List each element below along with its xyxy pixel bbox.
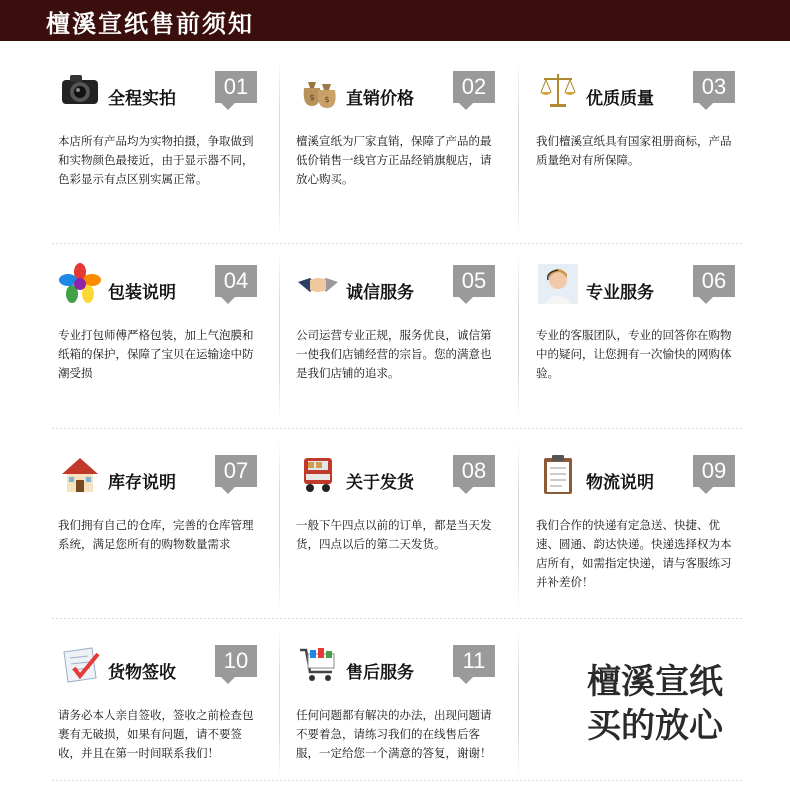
card-title: 优质质量 (586, 89, 654, 109)
handshake-icon (296, 262, 340, 306)
card-description: 一般下午四点以前的订单，都是当天发货，四点以后的第二天发货。 (296, 518, 492, 551)
card-description: 檀溪宣纸为厂家直销，保障了产品的最低价销售一线官方正品经销旗舰店，请放心购买。 (296, 134, 492, 186)
card-number-badge: 08 (453, 455, 495, 487)
card-title: 全程实拍 (108, 89, 176, 109)
card-description: 专业的客服团队，专业的回答你在购物中的疑问，让您拥有一次愉快的网购体验。 (536, 328, 732, 380)
card-title: 直销价格 (346, 89, 414, 109)
card-description: 公司运营专业正规，服务优良，诚信第一使我们店铺经营的宗旨。您的满意也是我们店铺的追求。 (296, 328, 492, 380)
header-banner (0, 0, 790, 41)
info-card-11 (290, 630, 515, 800)
card-number-badge: 06 (693, 265, 735, 297)
column-divider (518, 628, 519, 778)
info-card-2 (290, 56, 515, 226)
card-title: 专业服务 (586, 283, 654, 303)
svg-text:$: $ (309, 93, 315, 102)
camera-icon (58, 68, 102, 112)
card-number-badge: 05 (453, 265, 495, 297)
card-description: 我们檀溪宣纸具有国家祖册商标，产品质量绝对有所保障。 (536, 134, 732, 167)
card-description: 请务必本人亲自签收，签收之前检查包裹有无破损，如果有问题，请不要签收，并且在第一时间联系我们！ (58, 708, 254, 760)
card-number-badge: 10 (215, 645, 257, 677)
money-bag-icon (296, 68, 340, 112)
column-divider (279, 628, 280, 778)
info-card-9 (530, 440, 755, 610)
card-number-badge: 09 (693, 455, 735, 487)
column-divider (279, 58, 280, 238)
info-card-10 (52, 630, 277, 800)
column-divider (279, 440, 280, 610)
truck-icon (296, 452, 340, 496)
slogan-line-2: 买的放心 (587, 706, 723, 746)
card-title: 诚信服务 (346, 283, 414, 303)
info-card-8 (290, 440, 515, 610)
card-description: 我们拥有自己的仓库，完善的仓库管理系统，满足您所有的购物数量需求 (58, 518, 254, 551)
column-divider (518, 58, 519, 238)
card-title: 货物签收 (108, 663, 176, 683)
info-card-4 (52, 250, 277, 420)
svg-text:$: $ (324, 95, 330, 104)
scale-icon (536, 68, 580, 112)
shopping-cart-icon (296, 642, 340, 686)
flower-icon (58, 262, 102, 306)
card-title: 包装说明 (108, 283, 176, 303)
card-number-badge: 03 (693, 71, 735, 103)
info-card-1 (52, 56, 277, 226)
card-description: 本店所有产品均为实物拍摄，争取做到和实物颜色最接近，由于显示器不同，色彩显示有点区别实属正常。 (58, 134, 254, 186)
info-card-7 (52, 440, 277, 610)
card-title: 关于发货 (346, 473, 414, 493)
slogan-line-1: 檀溪宣纸 (587, 662, 723, 702)
column-divider (518, 440, 519, 610)
checklist-icon (58, 642, 102, 686)
row-divider (52, 243, 742, 244)
card-number-badge: 11 (453, 645, 495, 677)
brand-slogan (570, 660, 740, 748)
card-number-badge: 01 (215, 71, 257, 103)
card-title: 库存说明 (108, 473, 176, 493)
card-number-badge: 04 (215, 265, 257, 297)
card-number-badge: 02 (453, 71, 495, 103)
card-description: 专业打包师傅严格包装，加上气泡膜和纸箱的保护，保障了宝贝在运输途中防潮受损 (58, 328, 254, 380)
support-agent-icon (536, 262, 580, 306)
clipboard-icon (536, 452, 580, 496)
row-divider (52, 428, 742, 429)
column-divider (518, 252, 519, 422)
card-number-badge: 07 (215, 455, 257, 487)
column-divider (279, 252, 280, 422)
card-title: 售后服务 (346, 663, 414, 683)
info-card-6 (530, 250, 755, 420)
card-title: 物流说明 (586, 473, 654, 493)
card-description: 任何问题都有解决的办法，出现问题请不要着急，请练习我们的在线售后客服，一定给您一个满意的答复，谢谢！ (296, 708, 492, 760)
row-divider (52, 618, 742, 619)
card-description: 我们合作的快递有定急送、快捷、优速、圆通、韵达快递。快递选择权为本店所有，如需指定快递，请与客服练习并补差价！ (536, 518, 732, 589)
page-title: 檀溪宣纸售前须知 (46, 9, 254, 38)
house-icon (58, 452, 102, 496)
info-card-5 (290, 250, 515, 420)
info-card-3 (530, 56, 755, 226)
